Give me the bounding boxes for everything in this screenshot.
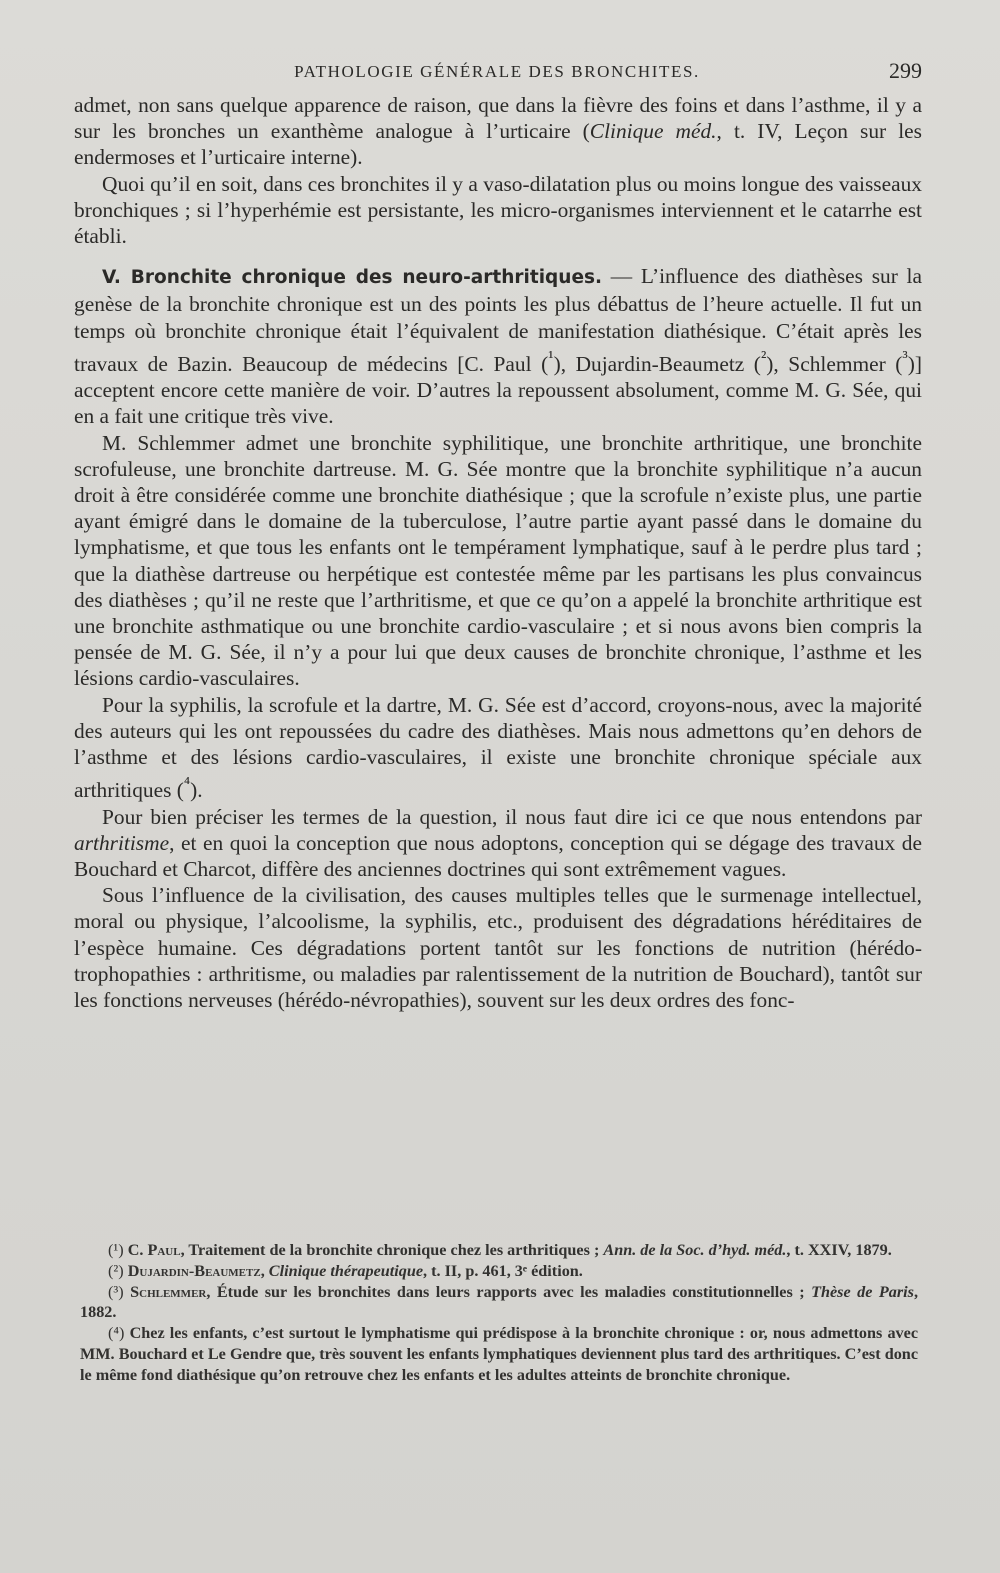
paragraph-7: Sous l’influence de la civilisation, des causes multiples telles que le surmenage intellectuel, moral ou physique, l’alcoolisme, la syphilis, etc., produisent des dégradations héréditaires de l’espèce humaine. Ces dégradations portent tantôt sur les fonctions de nutrition (hérédo-trophopathies : arthritisme, ou maladies par ralentissement de la nutrition de Bouchard), tantôt sur les fonctions nerveuses (hérédo-névropathies), souvent sur les deux ordres des fonc- <box>74 883 922 1012</box>
running-title: PATHOLOGIE GÉNÉRALE DES BRONCHITES. <box>294 62 700 81</box>
page-number: 299 <box>889 58 922 83</box>
footnote-ref-1: ¹ <box>548 346 554 367</box>
page-header <box>72 58 922 88</box>
footnotes <box>80 1240 918 1386</box>
footnote-3: (³) Schlemmer, Étude sur les bronchites dans leurs rapports avec les maladies constitutionnelles ; Thèse de Paris, 1882. <box>80 1282 919 1322</box>
paragraph-1: admet, non sans quelque apparence de raison, que dans la fièvre des foins et dans l’asthme, il y a sur les bronches un exanthème analogue à l’urticaire (Clinique méd., t. IV, Leçon sur les endermoses et l’urticaire interne). <box>74 93 922 170</box>
footnote-ref-2: ² <box>760 346 767 367</box>
main-text <box>74 92 922 1013</box>
footnote-4: (⁴) Chez les enfants, c’est surtout le lymphatisme qui prédispose à la bronchite chronique : or, nous admettons avec MM. Bouchard et Le Gendre que, très souvent les enfants lymphatiques deviennent plus tard des arthritiques. C’est donc le même fond diathésique qu’on retrouve chez les enfants et les adultes atteints de bronchite chronique. <box>80 1324 919 1384</box>
footnote-ref-4: ⁴ <box>183 773 191 794</box>
paragraph-3: V. Bronchite chronique des neuro-arthritiques. — L’influence des diathèses sur la genèse de la bronchite chronique est un des points les plus débattus de l’heure actuelle. Il fut un temps où bronchite chronique était l’équivalent de manifestation diathésique. C’était après les travaux de Bazin. Beaucoup de médecins [C. Paul ($^{^1}$), Dujardin-Beaumetz ($^{^2}$), Schlemmer ($^{^3}$)] acceptent encore cette manière de voir. D’autres la repoussent absolument, comme M. G. Sée, qui en a fait une critique très vive. <box>74 264 922 429</box>
footnote-1: (¹) C. Paul, Traitement de la bronchite chronique chez les arthritiques ; Ann. de la Soc. d’hyd. méd., t. XXIV, 1879. <box>108 1241 892 1259</box>
section-heading: V. Bronchite chronique des neuro-arthritiques. <box>102 267 603 289</box>
paragraph-4: M. Schlemmer admet une bronchite syphilitique, une bronchite arthritique, une bronchite scrofuleuse, une bronchite dartreuse. M. G. Sée montre que la bronchite syphilitique n’a aucun droit à être considérée comme une bronchite diathésique ; que la scrofule n’existe plus, une partie ayant émigré dans le domaine de la tuberculose, l’autre partie ayant passé dans le domaine du lymphatisme, et que tous les enfants ont le tempérament lymphatique, sauf à le perdre plus tard ; que la diathèse dartreuse ou herpétique est contestée même par les partisans les plus convaincus des diathèses ; qu’il ne reste que l’arthritisme, et que ce qu’on a appelé la bronchite arthritique est une bronchite asthmatique ou une bronchite cardio-vasculaire ; et si nous avons bien compris la pensée de M. G. Sée, il n’y a pour lui que deux causes de bronchite chronique, l’asthme et les lésions cardio-vasculaires. <box>74 430 922 691</box>
footnote-2: (²) Dujardin-Beaumetz, Clinique thérapeutique, t. II, p. 461, 3ᵉ édition. <box>108 1261 583 1280</box>
paragraph-5: Pour la syphilis, la scrofule et la dartre, M. G. Sée est d’accord, croyons-nous, avec la majorité des auteurs qui les ont repoussées du cadre des diathèses. Mais nous admettons qu’en dehors de l’asthme et des lésions cardio-vasculaires, il existe une bronchite chronique spéciale aux arthritiques ($^{^4}$). <box>74 692 922 803</box>
footnote-ref-3: ³ <box>902 346 908 367</box>
paragraph-2: Quoi qu’il en soit, dans ces bronchites il y a vaso-dilatation plus ou moins longue des vaisseaux bronchiques ; si l’hyperhémie est persistante, les micro-organismes interviennent et le catarrhe est établi. <box>74 171 922 249</box>
paragraph-6: Pour bien préciser les termes de la question, il nous faut dire ici ce que nous entendons par arthritisme, et en quoi la conception que nous adoptons, conception qui se dégage des travaux de Bouchard et Charcot, diffère des anciennes doctrines qui sont extrêmement vagues. <box>74 804 922 881</box>
